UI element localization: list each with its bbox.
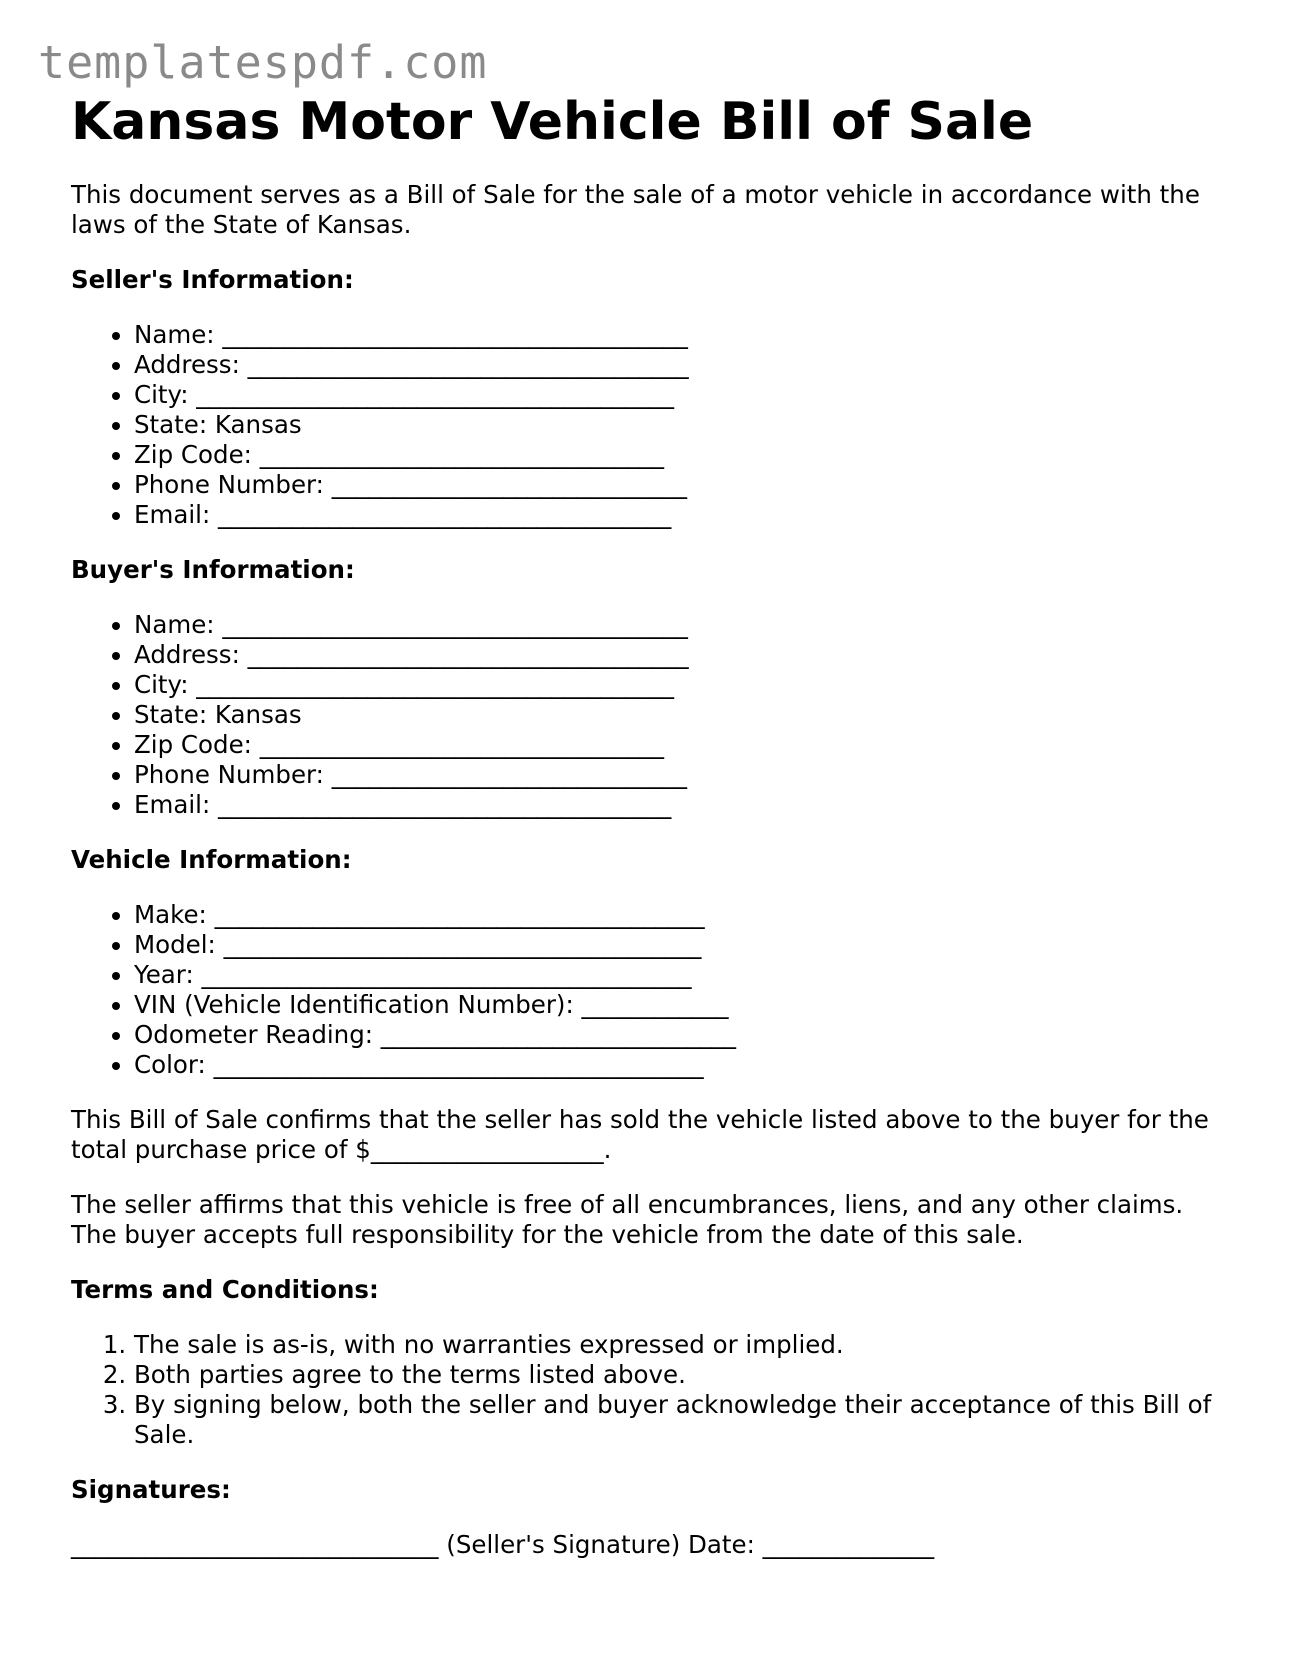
- buyer-name-field[interactable]: • Name: ______________________________________: [134, 610, 1231, 640]
- vehicle-heading: Vehicle Information:: [71, 845, 352, 874]
- seller-email-field[interactable]: • Email: _____________________________________: [134, 500, 1231, 530]
- signatures-heading: Signatures:: [71, 1475, 231, 1504]
- terms-item: 1. The sale is as-is, with no warranties expressed or implied.: [134, 1330, 1231, 1360]
- seller-info-list: [71, 320, 1231, 530]
- vehicle-year-field[interactable]: • Year: ________________________________________: [134, 960, 1231, 990]
- vehicle-model-field[interactable]: • Model: _______________________________________: [134, 930, 1231, 960]
- intro-paragraph: This document serves as a Bill of Sale for the sale of a motor vehicle in accordance with the laws of the State of Kansas.: [71, 180, 1200, 239]
- buyer-email-field[interactable]: • Email: _____________________________________: [134, 790, 1231, 820]
- buyer-state-field: • State: Kansas: [134, 700, 1231, 730]
- document-title: Kansas Motor Vehicle Bill of Sale: [71, 92, 1034, 152]
- document: [71, 88, 1231, 1560]
- seller-name-field[interactable]: • Name: ______________________________________: [134, 320, 1231, 350]
- terms-list: [71, 1330, 1231, 1450]
- terms-item: 3. By signing below, both the seller and buyer acknowledge their acceptance of this Bill of Sale.: [134, 1390, 1231, 1450]
- buyer-phone-field[interactable]: • Phone Number: _____________________________: [134, 760, 1231, 790]
- affirmation-paragraph: The seller affirms that this vehicle is free of all encumbrances, liens, and any other claims. The buyer accepts full responsibility for the vehicle from the date of this sale.: [71, 1190, 1184, 1249]
- vehicle-color-field[interactable]: • Color: ________________________________________: [134, 1050, 1231, 1080]
- seller-state-field: • State: Kansas: [134, 410, 1231, 440]
- buyer-city-field[interactable]: • City: _______________________________________: [134, 670, 1231, 700]
- seller-heading: Seller's Information:: [71, 265, 354, 294]
- vehicle-vin-field[interactable]: • VIN (Vehicle Identification Number): ____________: [134, 990, 1231, 1020]
- vehicle-odometer-field[interactable]: • Odometer Reading: _____________________________: [134, 1020, 1231, 1050]
- seller-phone-field[interactable]: • Phone Number: _____________________________: [134, 470, 1231, 500]
- vehicle-info-list: [71, 900, 1231, 1080]
- terms-heading: Terms and Conditions:: [71, 1275, 379, 1304]
- seller-zip-field[interactable]: • Zip Code: _________________________________: [134, 440, 1231, 470]
- buyer-address-field[interactable]: • Address: ____________________________________: [134, 640, 1231, 670]
- seller-address-field[interactable]: • Address: ____________________________________: [134, 350, 1231, 380]
- watermark: templatespdf.com: [38, 36, 488, 89]
- buyer-zip-field[interactable]: • Zip Code: _________________________________: [134, 730, 1231, 760]
- seller-signature-line[interactable]: ______________________________ (Seller's Signature) Date: ______________: [71, 1530, 935, 1559]
- terms-item: 2. Both parties agree to the terms listed above.: [134, 1360, 1231, 1390]
- purchase-statement: This Bill of Sale confirms that the seller has sold the vehicle listed above to the buyer for the total purchase price of $___________________.: [71, 1105, 1209, 1164]
- buyer-info-list: [71, 610, 1231, 820]
- buyer-heading: Buyer's Information:: [71, 555, 355, 584]
- seller-city-field[interactable]: • City: _______________________________________: [134, 380, 1231, 410]
- vehicle-make-field[interactable]: • Make: ________________________________________: [134, 900, 1231, 930]
